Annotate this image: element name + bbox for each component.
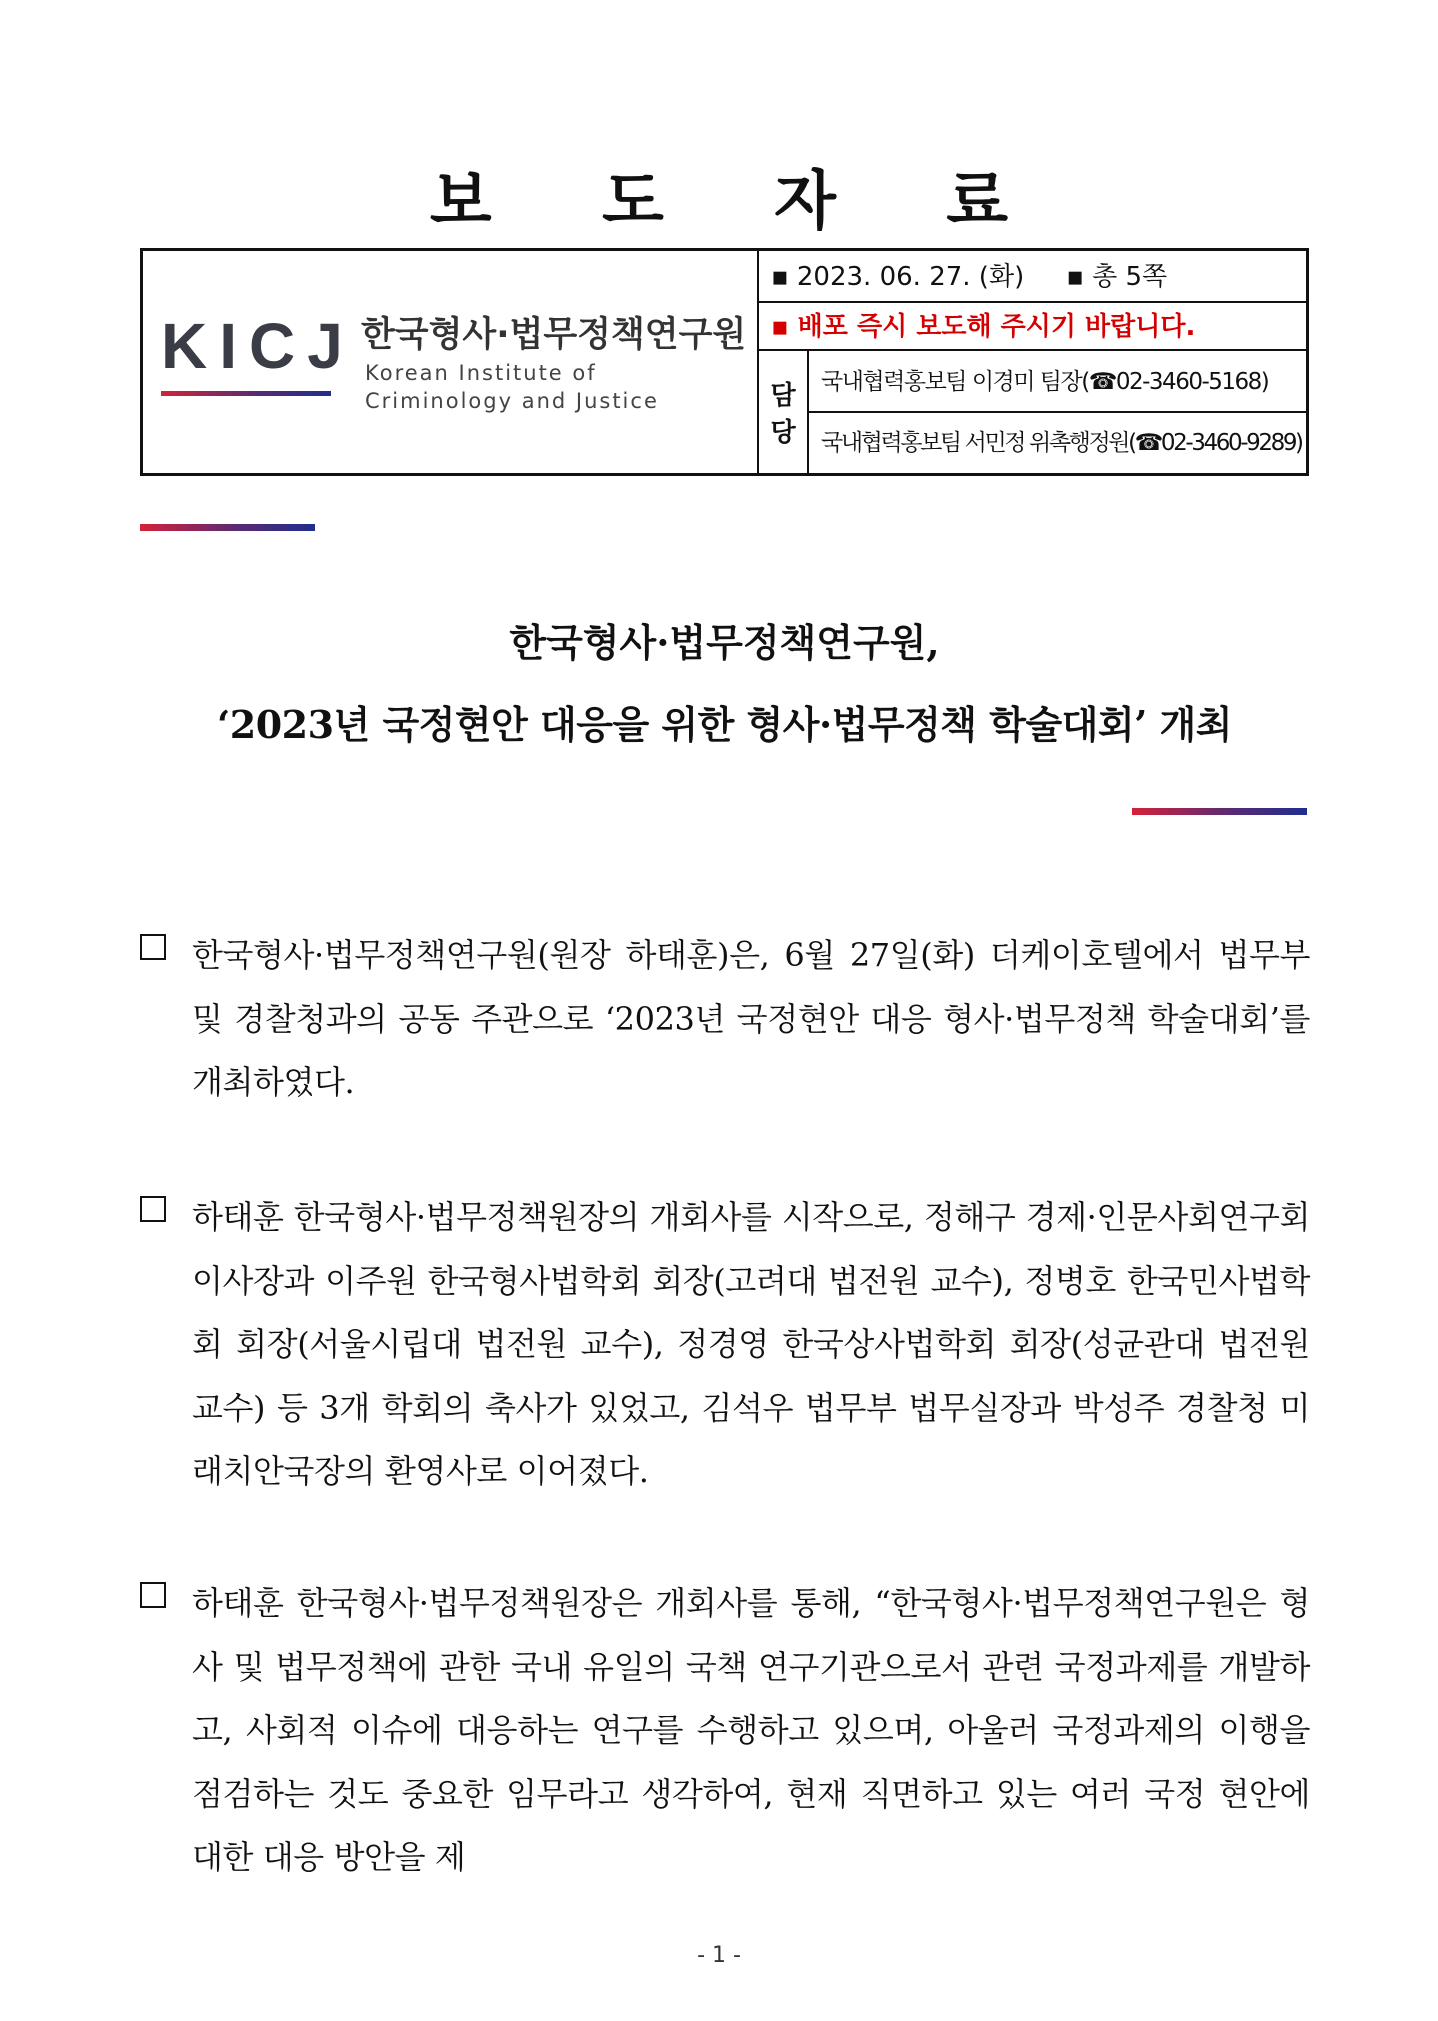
contact-2: 국내협력홍보팀 서민정 위촉행정원(☎02-3460-9289) bbox=[821, 430, 1302, 456]
logo-underline bbox=[161, 391, 331, 396]
logo-cell bbox=[143, 251, 759, 473]
contact-label bbox=[759, 351, 809, 473]
accent-bar-right bbox=[1132, 808, 1307, 815]
date-row bbox=[759, 251, 1306, 303]
paragraph-text: 하태훈 한국형사·법무정책원장은 개회사를 통해, “한국형사·법무정책연구원은 형사 및 법무정책에 관한 국내 유일의 국책 연구기관으로서 관련 국정과제를 개발하고, 사회적 이슈에 대응하는 연구를 수행하고 있으며, 아울러 국정과제의 이행을 점검하는 것도 중요한 임무라고 생각하여, 현재 직면하고 있는 여러 국정 현안에 대한 대응 방안을 제 bbox=[192, 1584, 1310, 1876]
checkbox-bullet-icon bbox=[140, 1196, 166, 1222]
header-box bbox=[140, 248, 1309, 476]
accent-bar-left bbox=[140, 524, 315, 531]
checkbox-bullet-icon bbox=[140, 1582, 166, 1608]
page-number: - 1 - bbox=[697, 1943, 741, 1968]
checkbox-bullet-icon bbox=[140, 934, 166, 960]
release-date: ▪ 2023. 06. 27. (화) bbox=[771, 262, 1025, 292]
paragraph-text: 하태훈 한국형사·법무정책원장의 개회사를 시작으로, 정해구 경제·인문사회연구회 이사장과 이주원 한국형사법학회 회장(고려대 법전원 교수), 정병호 한국민사법학회 회장(서울시립대 법전원 교수), 정경영 한국상사법학회 회장(성균관대 법전원 교수) 등 3개 학회의 축사가 있었고, 김석우 법무부 법무실장과 박성주 경찰청 미래치안국장의 환영사로 이어졌다. bbox=[192, 1198, 1310, 1490]
info-cell bbox=[759, 251, 1306, 473]
headline-line1: 한국형사·법무정책연구원, bbox=[509, 620, 940, 665]
page-title: 보 도 자 료 bbox=[429, 165, 1053, 239]
headline-line2: ‘2023년 국정현안 대응을 위한 형사·법무정책 학술대회’ 개최 bbox=[217, 702, 1232, 747]
org-name-ko: 한국형사·법무정책연구원 bbox=[361, 315, 747, 355]
embargo-notice: ▪ 배포 즉시 보도해 주시기 바랍니다. bbox=[759, 303, 1306, 351]
paragraph-text: 한국형사·법무정책연구원(원장 하태훈)은, 6월 27일(화) 더케이호텔에서 법무부 및 경찰청과의 공동 주관으로 ‘2023년 국정현안 대응 형사·법무정책 학술대회’를 개최하였다. bbox=[192, 936, 1310, 1101]
contact-label-char-1: 담 bbox=[770, 381, 796, 411]
page-count: ▪ 총 5쪽 bbox=[1066, 262, 1168, 292]
contact-label-char-2: 당 bbox=[770, 418, 796, 448]
kicj-logo: KICJ bbox=[161, 310, 355, 382]
contact-1: 국내협력홍보팀 이경미 팀장(☎02-3460-5168) bbox=[809, 351, 1306, 413]
org-name-en-line2: Criminology and Justice bbox=[365, 389, 659, 413]
org-name-en-line1: Korean Institute of bbox=[365, 361, 597, 385]
